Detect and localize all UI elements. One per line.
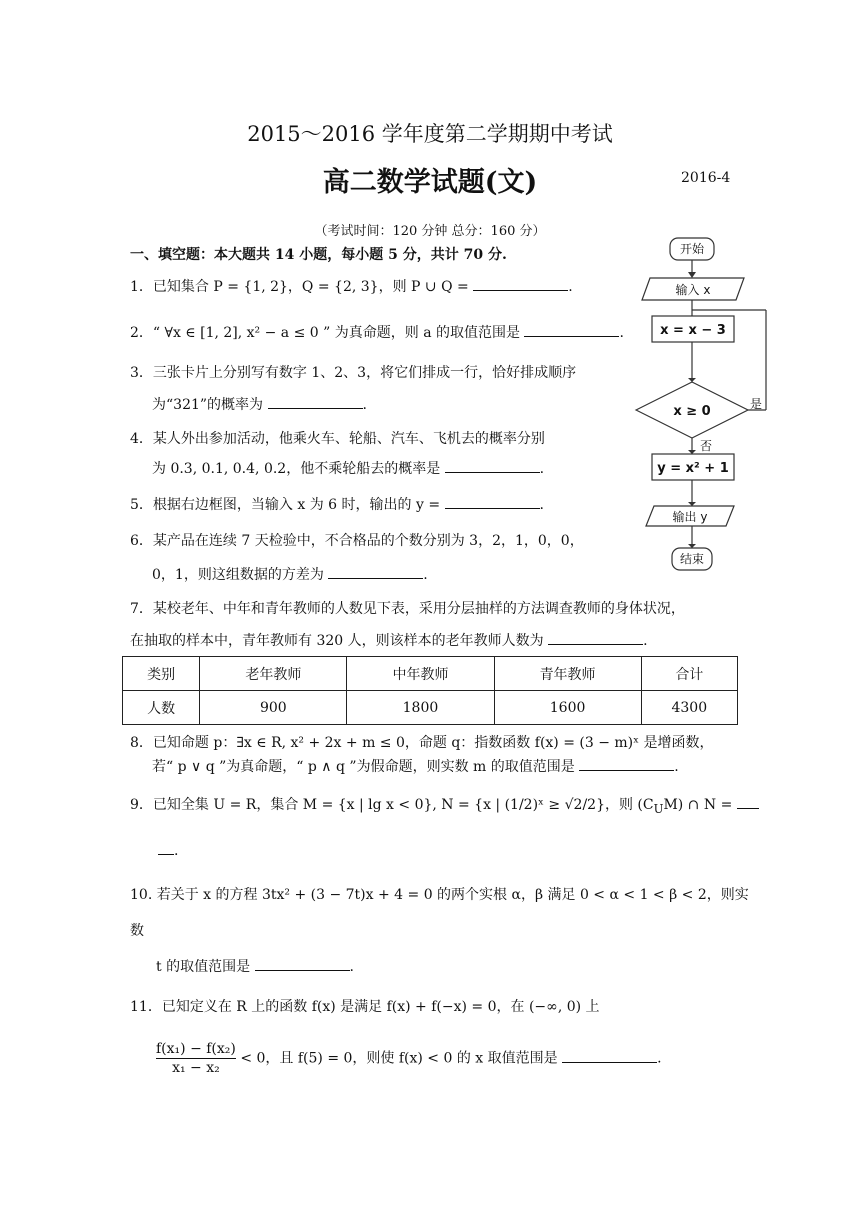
table-cell: 1800: [347, 691, 494, 725]
table-cell: 4300: [641, 691, 737, 725]
exam-info: （考试时间：120 分钟 总分：160 分）: [314, 224, 546, 239]
answer-blank: [524, 324, 619, 337]
answer-blank: [473, 278, 568, 291]
answer-blank: [445, 496, 540, 509]
paper-subtitle: 高二数学试题(文): [322, 167, 538, 198]
question-4-line-2: 为 0.3, 0.1, 0.4, 0.2，他不乘轮船去的概率是 .: [152, 461, 545, 477]
question-9-text: 9．已知全集 U = R，集合 M = {x | lg x < 0}, N = {x | (1/2)ˣ ≥ √2/2}，则 (C: [130, 797, 654, 813]
table-cell: 青年教师: [494, 657, 641, 691]
question-2-text: 2．“ ∀x ∈ [1, 2], x² − a ≤ 0 ” 为真命题，则 a 的取值范围是: [130, 325, 520, 341]
flowchart-step1-label: x = x − 3: [660, 323, 726, 338]
question-7-text: 在抽取的样本中，青年教师有 320 人，则该样本的老年教师人数为: [130, 633, 544, 649]
answer-blank: [579, 758, 674, 771]
exam-date: 2016-4: [681, 170, 731, 186]
question-5-text: 5．根据右边框图，当输入 x 为 6 时，输出的 y =: [130, 497, 441, 513]
answer-blank: [548, 632, 643, 645]
table-cell: 中年教师: [347, 657, 494, 691]
table-cell: 1600: [494, 691, 641, 725]
difference-quotient: [156, 1040, 236, 1077]
table-cell: 老年教师: [200, 657, 347, 691]
arrow-icon: [688, 272, 696, 278]
question-1-text: 1．已知集合 P = {1, 2}，Q = {2, 3}，则 P ∪ Q =: [130, 279, 469, 295]
table-cell: 合计: [641, 657, 737, 691]
flowchart-step2-label: y = x² + 1: [657, 461, 729, 476]
section-heading: 一、填空题：本大题共 14 小题，每小题 5 分，共计 70 分.: [130, 247, 507, 263]
question-7-line-1: 7．某校老年、中年和青年教师的人数见下表，采用分层抽样的方法调查教师的身体状况，: [130, 601, 685, 617]
question-6-line-1: 6．某产品在连续 7 天检验中，不合格品的个数分别为 3，2，1，0，0，: [130, 533, 584, 549]
question-3-line-1: 3．三张卡片上分别写有数字 1、2、3，将它们排成一行，恰好排成顺序: [130, 365, 577, 381]
question-3-line-2: 为“321”的概率为 .: [152, 397, 367, 413]
question-10-line-2: 数: [130, 923, 144, 939]
arrow-icon: [688, 378, 696, 382]
flowchart: [628, 232, 788, 577]
question-11-line-1: 11．已知定义在 R 上的函数 f(x) 是满足 f(x) + f(−x) = 0，在 (−∞, 0) 上: [130, 999, 600, 1015]
question-11-line-2: $\frac{\text{f(x₁) − f(x₂)}}{\text{x₁ − x₂}}$ < 0，且 f(5) = 0，则使 f(x) < 0 的 x 取值范围是 .: [156, 1041, 662, 1076]
question-8-text: 若“ p ∨ q ”为真命题，“ p ∧ q ”为假命题，则实数 m 的取值范围是: [152, 759, 575, 775]
question-1: 1．已知集合 P = {1, 2}，Q = {2, 3}，则 P ∪ Q = .: [130, 279, 573, 295]
fraction-denominator: x₁ − x₂: [172, 1060, 220, 1076]
question-6-line-2: 0，1，则这组数据的方差为 .: [152, 567, 428, 583]
question-3-text: 为“321”的概率为: [152, 397, 264, 413]
question-9: [130, 794, 759, 816]
question-11-text: < 0，且 f(5) = 0，则使 f(x) < 0 的 x 取值范围是: [240, 1050, 558, 1067]
question-10-line-3: t 的取值范围是 .: [156, 959, 354, 975]
flowchart-start-label: 开始: [679, 242, 705, 256]
answer-blank: [328, 566, 423, 579]
question-2: 2．“ ∀x ∈ [1, 2], x² − a ≤ 0 ” 为真命题，则 a 的取值范围是 .: [130, 325, 624, 341]
arrow-icon: [688, 450, 696, 454]
flowchart-output-label: 输出 y: [672, 510, 708, 524]
question-7-line-2: 在抽取的样本中，青年教师有 320 人，则该样本的老年教师人数为 .: [130, 633, 648, 649]
question-8-line-2: 若“ p ∨ q ”为真命题，“ p ∧ q ”为假命题，则实数 m 的取值范围是 .: [152, 759, 679, 775]
flowchart-input-label: 输入 x: [675, 283, 711, 297]
question-9-blank-cont: .: [158, 842, 178, 859]
question-10-line-1: 10. 若关于 x 的方程 3tx² + (3 − 7t)x + 4 = 0 的两个实根 α，β 满足 0 < α < 1 < β < 2，则实: [130, 887, 749, 903]
flowchart-condition-label: x ≥ 0: [673, 404, 711, 419]
question-4-text: 为 0.3, 0.1, 0.4, 0.2，他不乘轮船去的概率是: [152, 461, 441, 477]
exam-title: 2015～2016 学年度第二学期期中考试: [247, 122, 613, 146]
teacher-count-table: [122, 656, 738, 725]
question-10-text: t 的取值范围是: [156, 959, 251, 975]
question-9-text-end: M) ∩ N =: [663, 797, 733, 813]
question-6-text: 0，1，则这组数据的方差为: [152, 567, 324, 583]
question-4-line-1: 4．某人外出参加活动，他乘火车、轮船、汽车、飞机去的概率分别: [130, 431, 545, 447]
question-9-subscript: U: [653, 801, 664, 816]
table-cell: 类别: [123, 657, 200, 691]
answer-blank: [562, 1050, 657, 1063]
table-cell: 人数: [123, 691, 200, 725]
answer-blank: [158, 842, 174, 855]
question-5: 5．根据右边框图，当输入 x 为 6 时，输出的 y = .: [130, 497, 544, 513]
table-row: [123, 691, 738, 725]
table-cell: 900: [200, 691, 347, 725]
answer-blank: [737, 796, 759, 809]
flowchart-yes-label: 是: [749, 397, 763, 411]
flowchart-end-label: 结束: [679, 552, 705, 566]
table-header-row: [123, 657, 738, 691]
answer-blank: [255, 958, 350, 971]
answer-blank: [445, 460, 540, 473]
question-8-line-1: 8．已知命题 p：∃x ∈ R, x² + 2x + m ≤ 0，命题 q：指数函数 f(x) = (3 − m)ˣ 是增函数，: [130, 735, 714, 751]
answer-blank: [268, 396, 363, 409]
flowchart-no-label: 否: [699, 439, 713, 453]
fraction-numerator: f(x₁) − f(x₂): [156, 1041, 236, 1057]
